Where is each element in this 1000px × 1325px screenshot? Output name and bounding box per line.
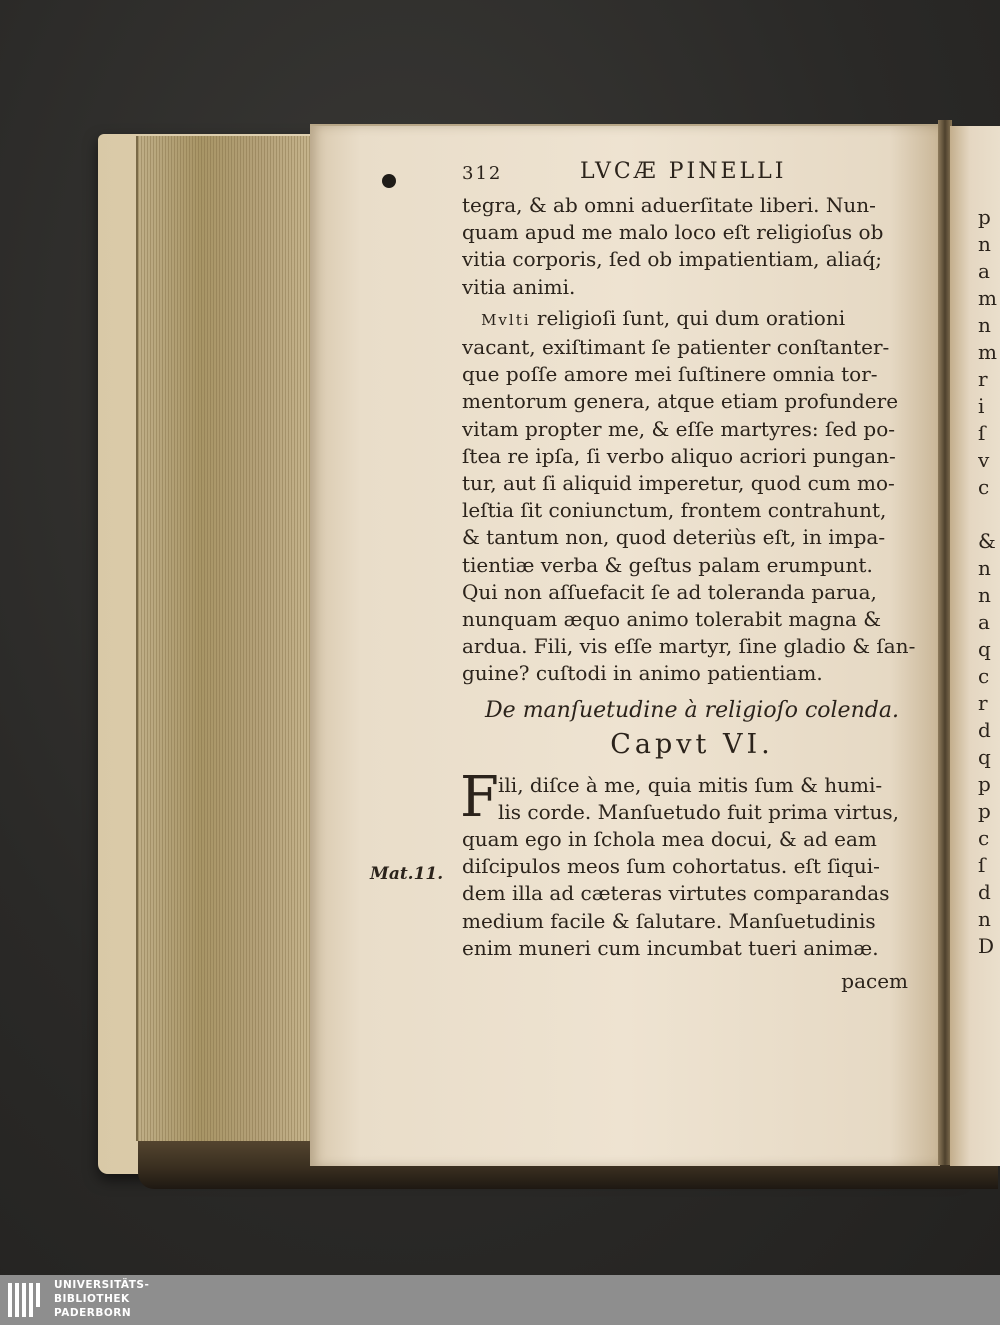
facing-page-letter: a (978, 259, 990, 283)
catchword: pacem (841, 969, 908, 994)
text-line: & tantum non, quod deteriùs eſt, in impa- (462, 525, 886, 550)
facing-page-letter: i (978, 394, 985, 418)
page-number: 312 (462, 163, 503, 184)
facing-page-letter: d (978, 880, 991, 904)
text-line: medium facile & ſalutare. Manſuetudinis (462, 908, 876, 933)
text-line: leſtia ſit coniunctum, frontem contrahunt, (462, 498, 887, 523)
paragraph-2-lead: Mvlti (481, 310, 531, 329)
facing-page-letter: m (978, 286, 997, 310)
text-line: tur, aut ſi aliquid imperetur, quod cum mo- (462, 471, 895, 496)
facing-page-letter: d (978, 718, 991, 742)
page-text-block (462, 156, 922, 995)
facing-page-letter: a (978, 610, 990, 634)
text-line: tegra, & ab omni aduerſitate liberi. Nun- (462, 193, 876, 217)
library-name (54, 1278, 149, 1320)
text-line: vitam propter me, & eſſe martyres: ſed po- (462, 416, 896, 441)
library-name-line-2: BIBLIOTHEK (54, 1293, 130, 1305)
text-line: Qui non aſſuefacit ſe ad toleranda parua, (462, 579, 877, 604)
running-head (462, 156, 922, 192)
paragraph-2-first-rest: religioſi ſunt, qui dum orationi (530, 305, 846, 330)
facing-page-letter: n (978, 907, 991, 931)
facing-page-letter: n (978, 313, 991, 337)
facing-page-letter: q (978, 637, 991, 661)
facing-page-letter: & (978, 529, 996, 553)
text-line: vitia animi. (462, 274, 576, 299)
chapter-paragraph (462, 826, 922, 962)
facing-page-letter: p (978, 772, 991, 796)
text-line: guine? cuſtodi in animo patientiam. (462, 661, 823, 686)
facing-page-letter: m (978, 340, 997, 364)
facing-page-letter: q (978, 745, 991, 769)
library-name-line-1: UNIVERSITÄTS- (54, 1279, 150, 1291)
text-line: nunquam æquo animo tolerabit magna & (462, 607, 882, 632)
text-line: mentorum genera, atque etiam profundere (462, 389, 899, 414)
library-name-line-3: PADERBORN (54, 1307, 132, 1319)
text-line: tientiæ verba & geſtus palam erumpunt. (462, 552, 873, 577)
paragraph-1 (462, 192, 922, 301)
facing-page-letter: n (978, 556, 991, 580)
library-logo-icon (8, 1283, 44, 1317)
facing-page-letter: v (978, 448, 990, 472)
facing-page-fragments (978, 204, 1000, 960)
text-line: quam ego in ſchola mea docui, & ad eam (462, 827, 877, 852)
facing-page-letter: D (978, 934, 995, 958)
facing-page-letter (978, 501, 1000, 528)
chapter-subtitle: De manſuetudine à religioſo colenda. (485, 697, 899, 723)
text-line: ſtea re ipſa, ſi verbo aliquo acriori pungan- (462, 443, 896, 468)
chapter-opening (460, 764, 922, 830)
facing-page-letter: c (978, 826, 990, 850)
margin-note: Mat.11. (370, 864, 444, 884)
facing-page-letter: r (978, 367, 988, 391)
text-line: quam apud me malo loco eſt religioſus ob (462, 220, 884, 245)
facing-page-letter: n (978, 232, 991, 256)
facing-page-letter: c (978, 664, 990, 688)
drop-cap: F (460, 764, 499, 830)
paragraph-2-first-line (462, 305, 922, 334)
facing-page-letter: p (978, 799, 991, 823)
chapter-title: Capvt VI. (610, 728, 774, 760)
footer-bar (0, 1275, 1000, 1325)
text-line: que poſſe amore mei ſuſtinere omnia tor- (462, 362, 878, 387)
running-title: LVCÆ PINELLI (580, 159, 787, 184)
facing-page-letter: r (978, 691, 988, 715)
page-edges (136, 136, 318, 1141)
text-line: vitia corporis, ſed ob impatientiam, aliaq́; (462, 247, 883, 272)
text-line: ardua. Fili, vis eſſe martyr, ſine gladio & ſan- (462, 634, 916, 659)
text-line: dem illa ad cæteras virtutes comparandas (462, 881, 890, 906)
facing-page-letter: c (978, 475, 990, 499)
chapter-second-line: lis corde. Manſuetudo fuit prima virtus, (498, 799, 899, 824)
chapter-first-line: ili, diſce à me, quia mitis ſum & humi- (498, 772, 883, 797)
worm-hole (382, 174, 396, 188)
text-line: enim muneri cum incumbat tueri animæ. (462, 935, 879, 960)
facing-page-letter: n (978, 583, 991, 607)
text-line: diſcipulos meos ſum cohortatus. eſt ſiqui- (462, 854, 880, 879)
facing-page-letter: ſ (978, 421, 986, 445)
facing-page-letter: p (978, 205, 991, 229)
facing-page-letter: ſ (978, 853, 986, 877)
paragraph-2 (462, 334, 922, 688)
text-line: vacant, exiſtimant ſe patienter conſtanter- (462, 335, 890, 360)
